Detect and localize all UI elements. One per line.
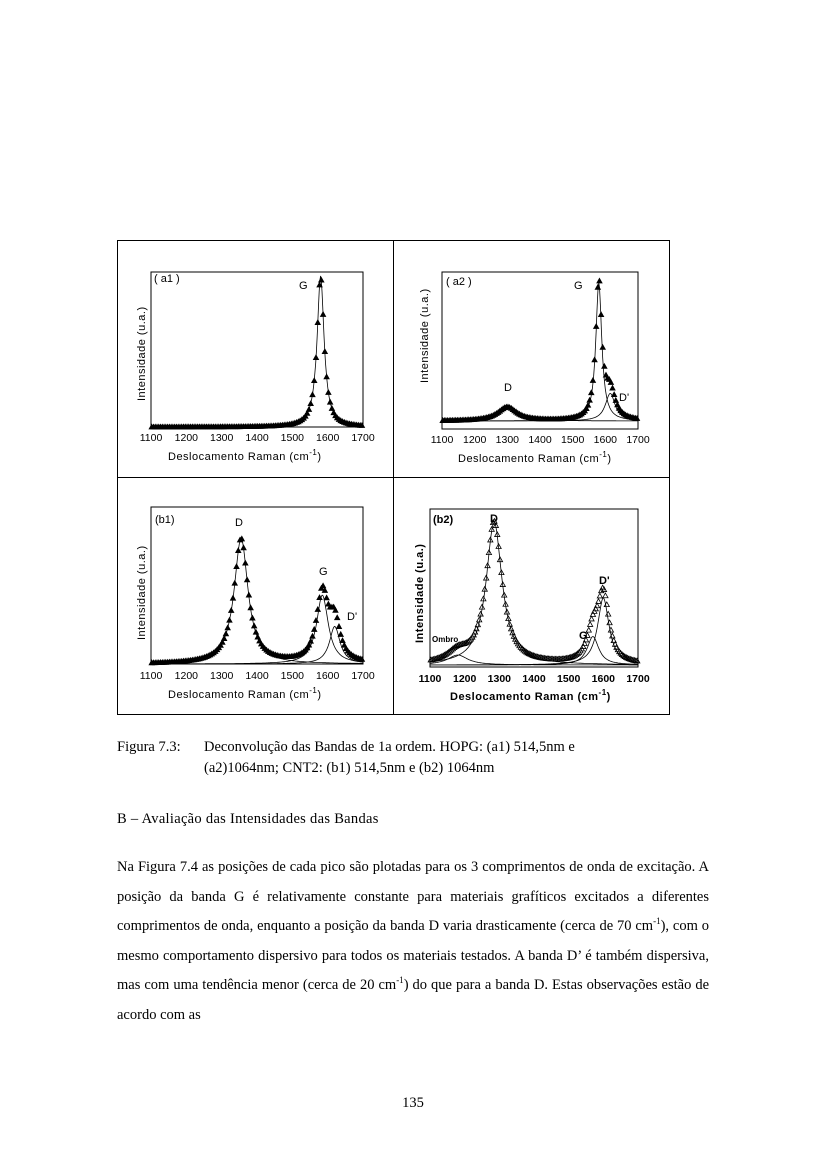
data-point xyxy=(313,618,318,623)
tick-label: 1100 xyxy=(139,432,163,444)
data-point xyxy=(598,312,603,317)
data-point xyxy=(596,599,601,604)
data-point xyxy=(246,592,251,597)
data-point xyxy=(324,595,329,600)
annotation-d-prime: D' xyxy=(599,575,610,587)
data-point xyxy=(222,636,227,641)
component-curve-d xyxy=(151,539,363,664)
annotation-d: D xyxy=(504,382,512,394)
data-point xyxy=(250,615,255,620)
data-point xyxy=(589,390,594,395)
tick-label: 1500 xyxy=(280,432,305,444)
tick-label: 1500 xyxy=(280,670,305,682)
data-point xyxy=(324,374,329,379)
data-point xyxy=(308,401,313,406)
data-point xyxy=(592,357,597,362)
annotation-d: D xyxy=(490,513,498,525)
x-axis-title: Deslocamento Raman $(cm^{-1})$ xyxy=(168,448,322,463)
panel-a1 xyxy=(118,241,394,478)
data-point xyxy=(223,631,228,636)
data-point xyxy=(610,385,615,390)
data-point xyxy=(241,545,246,550)
data-point xyxy=(234,564,239,569)
data-point xyxy=(236,548,241,553)
data-point xyxy=(245,577,250,582)
tick-label: 1200 xyxy=(174,670,199,682)
annotation-g: G xyxy=(574,280,583,292)
tick-label: 1500 xyxy=(560,434,585,446)
tick-labels xyxy=(140,432,375,444)
x-axis-title: Deslocamento Raman $(cm^{-1})$ xyxy=(168,686,322,701)
tick-label: 1100 xyxy=(139,670,163,682)
data-point xyxy=(597,278,602,283)
annotation-ombro: Ombro xyxy=(432,635,459,644)
data-point xyxy=(243,560,248,565)
data-point xyxy=(310,392,315,397)
tick-label: 1700 xyxy=(351,432,375,444)
caption-label: Figura 7.3: xyxy=(117,739,181,755)
tick-label: 1200 xyxy=(174,432,199,444)
chart-b2 xyxy=(394,478,670,715)
data-point xyxy=(606,611,611,616)
page-number: 135 xyxy=(402,1095,424,1111)
tick-label: 1600 xyxy=(315,432,340,444)
y-axis-title: Intensidade (u.a.) xyxy=(136,545,148,640)
data-point xyxy=(589,616,594,621)
tick-label: 1600 xyxy=(593,434,618,446)
data-point xyxy=(338,632,343,637)
tick-label: 1100 xyxy=(430,434,454,446)
tick-label: 1400 xyxy=(528,434,552,446)
data-point xyxy=(312,378,317,383)
annotation-g: G xyxy=(319,566,328,578)
tick-label: 1200 xyxy=(452,673,477,685)
data-point xyxy=(322,349,327,354)
data-point xyxy=(232,581,237,586)
chart-a2 xyxy=(394,241,670,478)
tick-label: 1700 xyxy=(351,670,375,682)
data-point xyxy=(328,399,333,404)
x-axis-title: Deslocamento Raman $(cm^{-1})$ xyxy=(458,450,612,465)
data-point xyxy=(306,407,311,412)
data-point xyxy=(319,277,324,282)
tick-label: 1200 xyxy=(462,434,487,446)
panel-b1 xyxy=(118,478,394,715)
data-point xyxy=(248,605,253,610)
data-point xyxy=(603,593,608,598)
tick-label: 1700 xyxy=(626,673,650,685)
tick-label: 1400 xyxy=(522,673,546,685)
data-point xyxy=(607,620,612,625)
tick-label: 1400 xyxy=(245,432,269,444)
tick-label: 1700 xyxy=(626,434,650,446)
tick-label: 1300 xyxy=(495,434,520,446)
data-point xyxy=(594,324,599,329)
tick-label: 1300 xyxy=(487,673,512,685)
data-point xyxy=(587,398,592,403)
tick-label: 1600 xyxy=(591,673,616,685)
data-point xyxy=(253,630,258,635)
y-axis-title: Intensidade (u.a.) xyxy=(419,288,431,383)
tick-label: 1300 xyxy=(209,432,234,444)
panel-label: (b2) xyxy=(433,514,454,526)
data-point xyxy=(612,392,617,397)
data-point xyxy=(600,345,605,350)
data-point xyxy=(313,355,318,360)
data-point xyxy=(326,390,331,395)
y-axis-title: Intensidade (u.a.) xyxy=(136,306,148,401)
annotation-g: G xyxy=(579,630,588,642)
data-point xyxy=(608,627,613,632)
caption-text xyxy=(204,737,644,779)
panel-a2 xyxy=(394,241,670,478)
data-point xyxy=(230,596,235,601)
panel-label: ( a2 ) xyxy=(446,276,472,288)
tick-label: 1100 xyxy=(418,673,442,685)
data-point xyxy=(593,606,598,611)
tick-label: 1300 xyxy=(209,670,234,682)
panel-label: ( a1 ) xyxy=(154,273,180,285)
component-curve-g xyxy=(442,283,638,421)
annotation-d-prime: D' xyxy=(347,611,358,623)
data-point xyxy=(315,320,320,325)
body-paragraph: Na Figura 7.4 as posições de cada pico são plotadas para os 3 comprimentos de onda de excitação. A posição da banda G é relativamente constante para materiais grafíticos excitados a diferentes comprimentos de onda, enquanto a posição da banda D varia drasticamente (cerca de 70 $cm^{-1}$), com o mesmo comportamento dispersivo para todos os materiais testados. A banda D’ é também dispersiva, mas com uma tendência menor (cerca de 20 $cm^{-1}$) do que para a banda D. Estas observações estão de acordo com as xyxy=(117,859,710,1023)
data-point xyxy=(602,364,607,369)
tick-labels xyxy=(431,434,650,446)
x-axis-title: Deslocamento Raman $(cm^{-1})$ xyxy=(450,688,611,703)
data-point xyxy=(597,593,602,598)
data-point xyxy=(320,312,325,317)
caption-line-1: Deconvolução das Bandas de 1a ordem. HOPG: (a1) 514,5nm e xyxy=(204,739,575,755)
data-point xyxy=(590,612,595,617)
tick-labels xyxy=(419,673,650,685)
data-point xyxy=(336,624,341,629)
tick-label: 1600 xyxy=(315,670,340,682)
data-point xyxy=(335,615,340,620)
y-axis-title: Intensidade (u.a.) xyxy=(414,543,426,643)
tick-labels xyxy=(140,670,375,682)
data-point xyxy=(315,607,320,612)
chart-a1 xyxy=(118,241,394,478)
data-point xyxy=(227,618,232,623)
figure-raman-deconvolution xyxy=(117,240,670,715)
tick-label: 1400 xyxy=(245,670,269,682)
tick-label: 1500 xyxy=(556,673,581,685)
section-heading: B – Avaliação das Intensidades das Bandas xyxy=(117,811,379,827)
data-point xyxy=(229,608,234,613)
data-point xyxy=(225,625,230,630)
annotation-g: G xyxy=(299,280,308,292)
panel-b2 xyxy=(394,478,670,715)
data-point xyxy=(252,623,257,628)
panel-label: (b1) xyxy=(155,514,175,526)
data-point xyxy=(588,622,593,627)
annotation-d-prime: D' xyxy=(619,392,630,404)
annotation-d: D xyxy=(235,517,243,529)
caption-line-2: (a2)1064nm; CNT2: (b1) 514,5nm e (b2) 1064nm xyxy=(204,760,495,776)
data-point xyxy=(590,378,595,383)
chart-b1 xyxy=(118,478,394,715)
